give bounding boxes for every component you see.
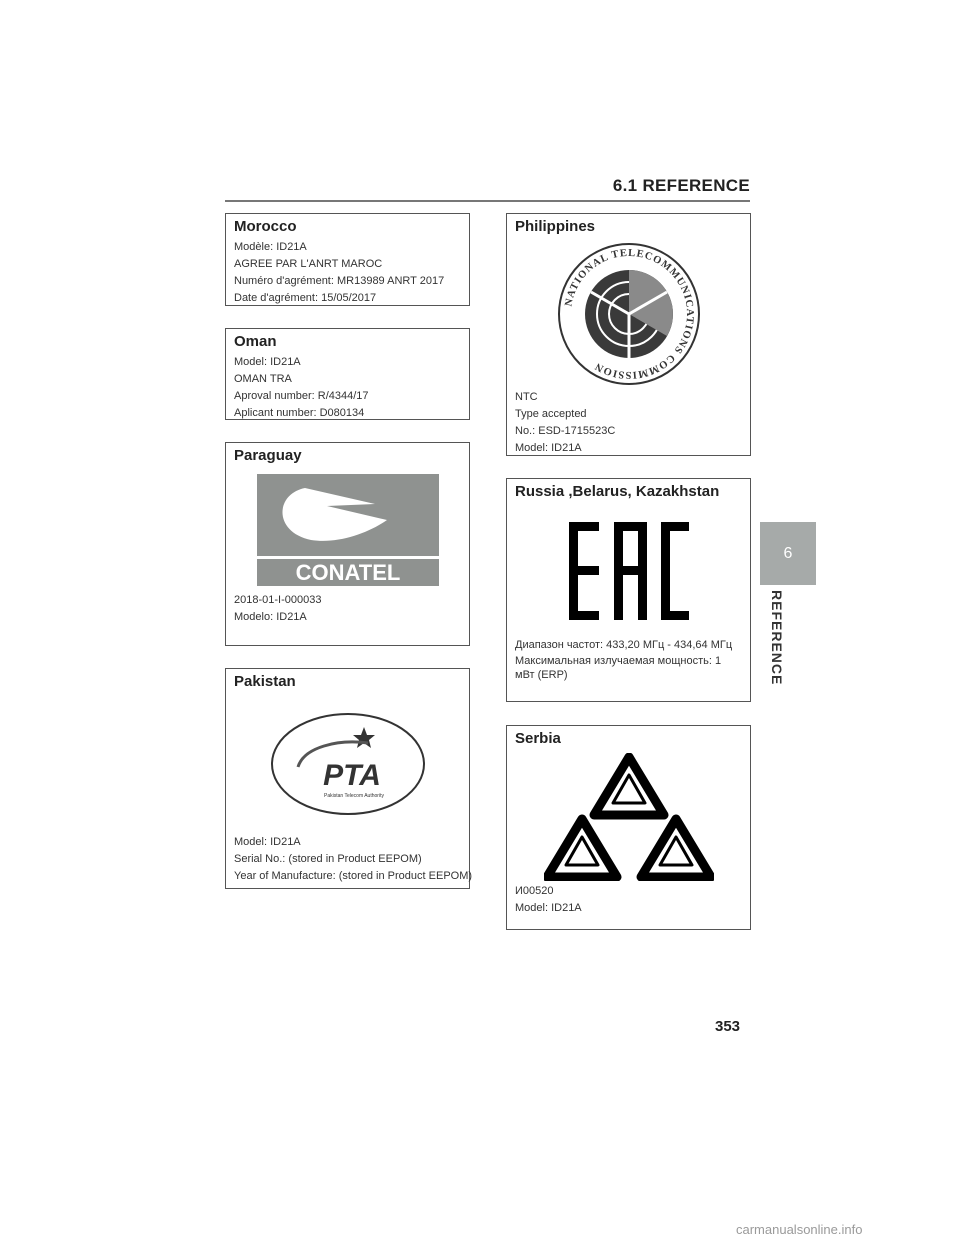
- oman-line: Aproval number: R/4344/17: [234, 390, 369, 402]
- russia-line: Диапазон частот: 433,20 МГц - 434,64 МГц: [515, 639, 733, 651]
- morocco-section: [225, 213, 470, 306]
- eac-mark: [515, 504, 742, 638]
- chapter-tab-number: 6: [783, 544, 793, 562]
- conatel-logo: [234, 468, 461, 592]
- paraguay-section: [225, 442, 470, 646]
- pta-logo-subtext: Pakistan Telecom Authority: [323, 793, 384, 799]
- oman-line: Model: ID21A: [234, 356, 301, 368]
- philippines-line: NTC: [515, 391, 538, 403]
- philippines-title: Philippines: [515, 218, 596, 235]
- morocco-line: Date d'agrément: 15/05/2017: [234, 292, 377, 304]
- conatel-logo-text: CONATEL: [295, 560, 400, 585]
- conatel-logo-icon: [257, 474, 439, 586]
- paraguay-line: 2018-01-I-000033: [234, 594, 322, 606]
- serbia-title: Serbia: [515, 730, 561, 747]
- ntc-seal: [515, 239, 742, 389]
- serbia-section: [506, 725, 751, 930]
- pakistan-line: Year of Manufacture: (stored in Product EEPOM): [234, 870, 473, 882]
- russia-section: [506, 478, 751, 702]
- serbia-line: Model: ID21A: [515, 902, 582, 914]
- eac-mark-icon: [567, 520, 691, 622]
- morocco-line: Modèle: ID21A: [234, 241, 307, 253]
- oman-title: Oman: [234, 333, 277, 350]
- oman-section: [225, 328, 470, 420]
- philippines-line: Type accepted: [515, 408, 587, 420]
- oman-line: OMAN TRA: [234, 373, 292, 385]
- oman-line: Aplicant number: D080134: [234, 407, 365, 419]
- morocco-title: Morocco: [234, 218, 297, 235]
- ntc-seal-text: NATIONAL TELECOMMUNICATIONS COMMISSION: [562, 247, 695, 381]
- ntc-seal-icon: [556, 241, 702, 387]
- watermark: carmanualsonline.info: [736, 1222, 863, 1237]
- paraguay-line: Modelo: ID21A: [234, 611, 307, 623]
- morocco-line: AGREE PAR L'ANRT MAROC: [234, 258, 383, 270]
- pta-logo-icon: [268, 709, 428, 819]
- pakistan-title: Pakistan: [234, 673, 296, 690]
- page-number: 353: [715, 1018, 741, 1035]
- pakistan-line: Model: ID21A: [234, 836, 301, 848]
- header-divider: [225, 200, 750, 202]
- serbia-line: И00520: [515, 885, 554, 897]
- pta-logo: [234, 694, 461, 834]
- philippines-line: No.: ESD-1715523C: [515, 425, 616, 437]
- russia-title: Russia ,Belarus, Kazakhstan: [515, 483, 720, 500]
- morocco-line: Numéro d'agrément: MR13989 ANRT 2017: [234, 275, 445, 287]
- pakistan-section: [225, 668, 473, 889]
- serbia-triangles-icon: [544, 753, 714, 881]
- chapter-tab-label: REFERENCE: [769, 590, 785, 686]
- pta-logo-text: PTA: [322, 759, 381, 792]
- page-header-title: 6.1 REFERENCE: [612, 176, 750, 195]
- serbia-mark: [515, 751, 742, 883]
- chapter-tab[interactable]: [760, 522, 816, 585]
- russia-line: Максимальная излучаемая мощность: 1 мВт (ERP): [515, 655, 722, 681]
- philippines-section: [506, 213, 751, 456]
- pakistan-line: Serial No.: (stored in Product EEPOM): [234, 853, 422, 865]
- paraguay-title: Paraguay: [234, 447, 302, 464]
- philippines-line: Model: ID21A: [515, 442, 582, 454]
